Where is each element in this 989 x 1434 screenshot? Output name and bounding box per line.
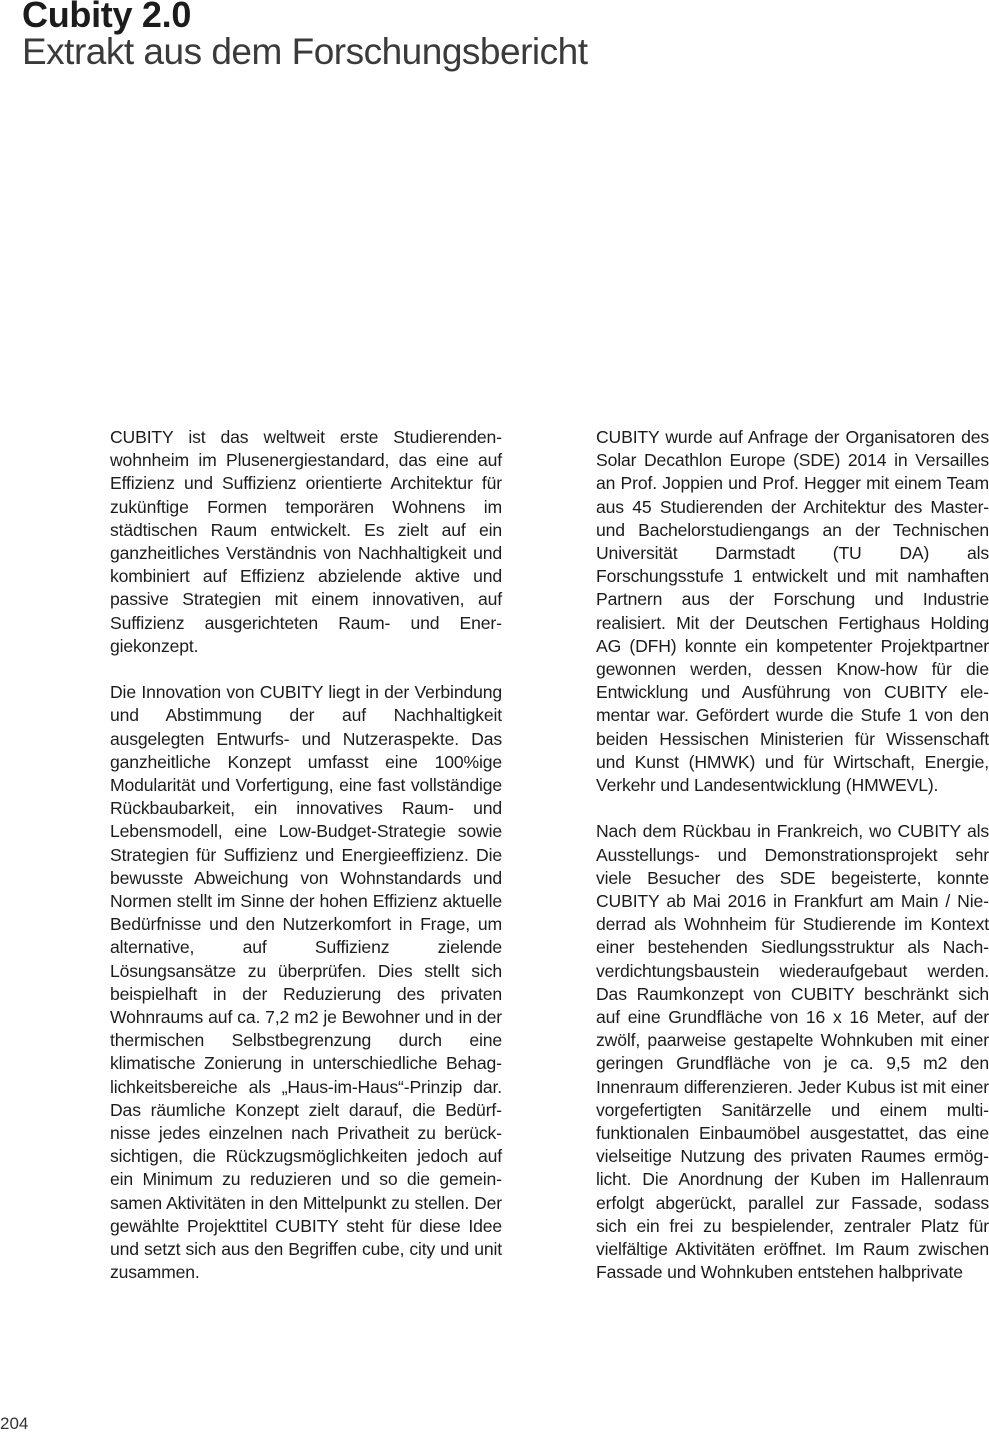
text-column-right [596, 426, 989, 1308]
paragraph: CUBITY wurde auf Anfrage der Organisatoren des Solar Decathlon Europe (SDE) 2014 in Versailles an Prof. Joppien und Prof. Hegger mit einem Team aus 45 Studierenden der Architektur des Master- und Bachelorstudiengangs an der Technischen Universität Darmstadt (TU DA) als Forschungsstufe 1 entwickelt und mit namhaften Partnern aus der Forschung und Industrie realisiert. Mit der Deutschen Fertighaus Holding AG (DFH) konnte ein kompetenter Projektpartner gewonnen werden, dessen Know-how für die Entwicklung und Ausführung von CUBITY elementar war. Gefördert wurde die Stufe 1 von den beiden Hessischen Ministerien für Wissenschaft und Kunst (HMWK) und für Wirtschaft, Energie, Verkehr und Landesentwicklung (HMWEVL). [596, 427, 989, 796]
page-subtitle: Extrakt aus dem Forschungsbericht [22, 31, 588, 72]
paragraph: CUBITY ist das weltweit erste Studierendenwohnheim im Plusenergiestandard, das eine auf Effizienz und Suffizienz orientierte Architektur für zukünftige Formen temporären Wohnens im städtischen Raum entwickelt. Es zielt auf ein ganzheitliches Verständnis von Nachhaltigkeit und kombiniert auf Effizienz abzielende aktive und passive Strategien mit einem innovativen, auf Suffizienz ausgerichteten Raum- und Energiekonzept. [110, 427, 502, 656]
text-column-left [110, 426, 502, 1308]
page-title: Cubity 2.0 [22, 0, 192, 35]
page-number: 204 [0, 1414, 29, 1433]
paragraph: Nach dem Rückbau in Frankreich, wo CUBITY als Ausstellungs- und Demonstrationsprojekt sehr viele Besucher des SDE begeisterte, konnte CUBITY ab Mai 2016 in Frankfurt am Main / Niederrad als Wohnheim für Studierende im Kontext einer bestehenden Siedlungsstruktur als Nachverdichtungsbaustein wiederaufgebaut werden. Das Raumkonzept von CUBITY beschränkt sich auf eine Grundfläche von 16 x 16 Meter, auf der zwölf, paarweise gestapelte Wohnkuben mit einer geringen Grundfläche von je ca. 9,5 m2 den Innenraum differenzieren. Jeder Kubus ist mit einer vorgefertigten Sanitärzelle und einem multifunktionalen Einbaumöbel ausgestattet, das eine vielseitige Nutzung des privaten Raumes ermöglicht. Die Anordnung der Kuben im Hallenraum erfolgt abgerückt, parallel zur Fassade, sodass sich ein frei zu bespielender, zentraler Platz für vielfältige Aktivitäten eröffnet. Im Raum zwischen Fassade und Wohnkuben entstehen halbprivate [596, 821, 989, 1283]
paragraph: Die Innovation von CUBITY liegt in der Verbindung und Abstimmung der auf Nachhaltigkeit ausgelegten Entwurfs- und Nutzeraspekte. Das ganzheitliche Konzept umfasst eine 100%ige Modularität und Vorfertigung, eine fast vollständige Rückbaubarkeit, ein innovatives Raum- und Lebensmodell, eine Low-Budget-Strategie sowie Strategien für Suffizienz und Energieeffizienz. Die bewusste Abweichung von Wohnstandards und Normen stellt im Sinne der hohen Effizienz aktuelle Bedürfnisse und den Nutzerkomfort in Frage, um alternative, auf Suffizienz zielende Lösungsansätze zu überprüfen. Dies stellt sich beispielhaft in der Reduzierung des privaten Wohnraums auf ca. 7,2 m2 je Bewohner und in der thermischen Selbstbegrenzung durch eine klimatische Zonierung in unterschiedliche Behaglichkeitsbereiche als „Haus-im-Haus“-Prinzip dar. Das räumliche Konzept zielt darauf, die Bedürfnisse jedes einzelnen nach Privatheit zu berücksichtigen, die Rückzugsmöglichkeiten jedoch auf ein Minimum zu reduzieren und so die gemeinsamen Aktivitäten in den Mittelpunkt zu stellen. Der gewählte Projekttitel CUBITY steht für diese Idee und setzt sich aus den Begriffen cube, city und unit zusammen. [110, 682, 502, 1283]
